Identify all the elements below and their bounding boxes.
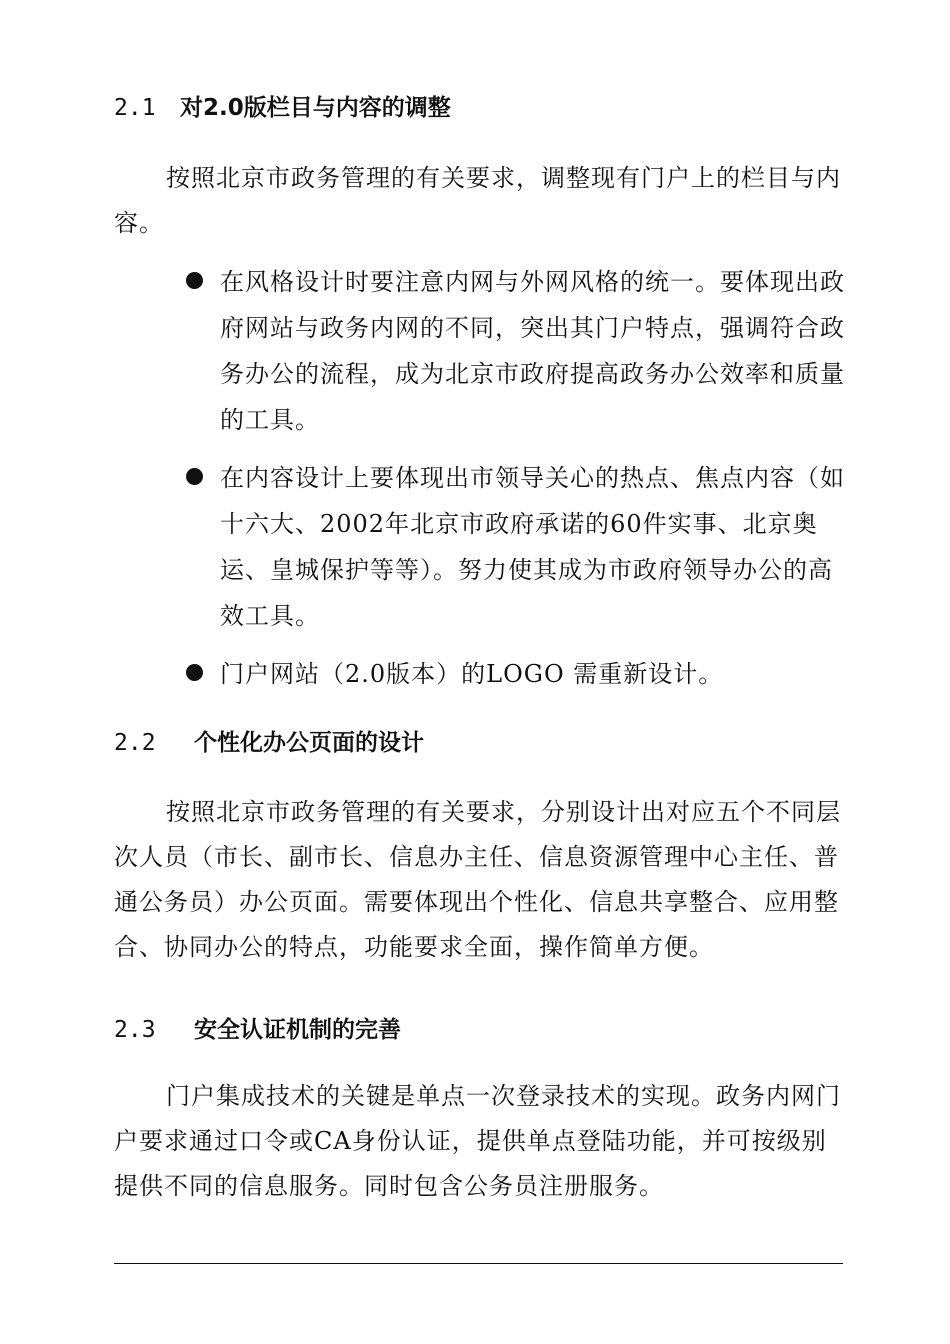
bullet-list-2-1 bbox=[186, 259, 851, 697]
bullet-icon bbox=[186, 664, 203, 681]
section-title: 对2.0版栏目与内容的调整 bbox=[180, 95, 451, 121]
section-title: 个性化办公页面的设计 bbox=[194, 730, 424, 756]
bullet-icon bbox=[186, 468, 203, 485]
list-item-text: 在风格设计时要注意内网与外网风格的统一。要体现出政府网站与政务内网的不同，突出其门户特点，强调符合政务办公的流程，成为北京市政府提高政务办公效率和质量的工具。 bbox=[220, 268, 845, 434]
section-number: 2.2 bbox=[114, 730, 156, 756]
list-item-text: 在内容设计上要体现出市领导关心的热点、焦点内容（如十六大、2002年北京市政府承诺的60件实事、北京奥运、皇城保护等等）。努力使其成为市政府领导办公的高效工具。 bbox=[220, 464, 845, 630]
list-item bbox=[186, 455, 851, 639]
section-paragraph-2-1: 按照北京市政务管理的有关要求，调整现有门户上的栏目与内容。 bbox=[114, 164, 841, 237]
section-number: 2.1 bbox=[114, 95, 156, 121]
section-paragraph-2-3: 门户集成技术的关键是单点一次登录技术的实现。政务内网门户要求通过口令或CA身份认证，提供单点登陆功能，并可按级别提供不同的信息服务。同时包含公务员注册服务。 bbox=[114, 1082, 841, 1200]
section-heading-2-2 bbox=[114, 728, 424, 758]
section-number: 2.3 bbox=[114, 1017, 156, 1043]
section-paragraph-2-2: 按照北京市政务管理的有关要求，分别设计出对应五个不同层次人员（市长、副市长、信息办主任、信息资源管理中心主任、普通公务员）办公页面。需要体现出个性化、信息共享整合、应用整合、协同办公的特点，功能要求全面，操作简单方便。 bbox=[114, 798, 841, 961]
section-heading-2-3 bbox=[114, 1015, 401, 1045]
section-heading-2-1 bbox=[114, 93, 451, 123]
bullet-icon bbox=[186, 272, 203, 289]
section-title: 安全认证机制的完善 bbox=[194, 1017, 401, 1043]
list-item-text: 门户网站（2.0版本）的LOGO 需重新设计。 bbox=[220, 660, 724, 688]
list-item bbox=[186, 259, 851, 443]
footer-divider bbox=[114, 1263, 843, 1264]
list-item bbox=[186, 651, 851, 697]
